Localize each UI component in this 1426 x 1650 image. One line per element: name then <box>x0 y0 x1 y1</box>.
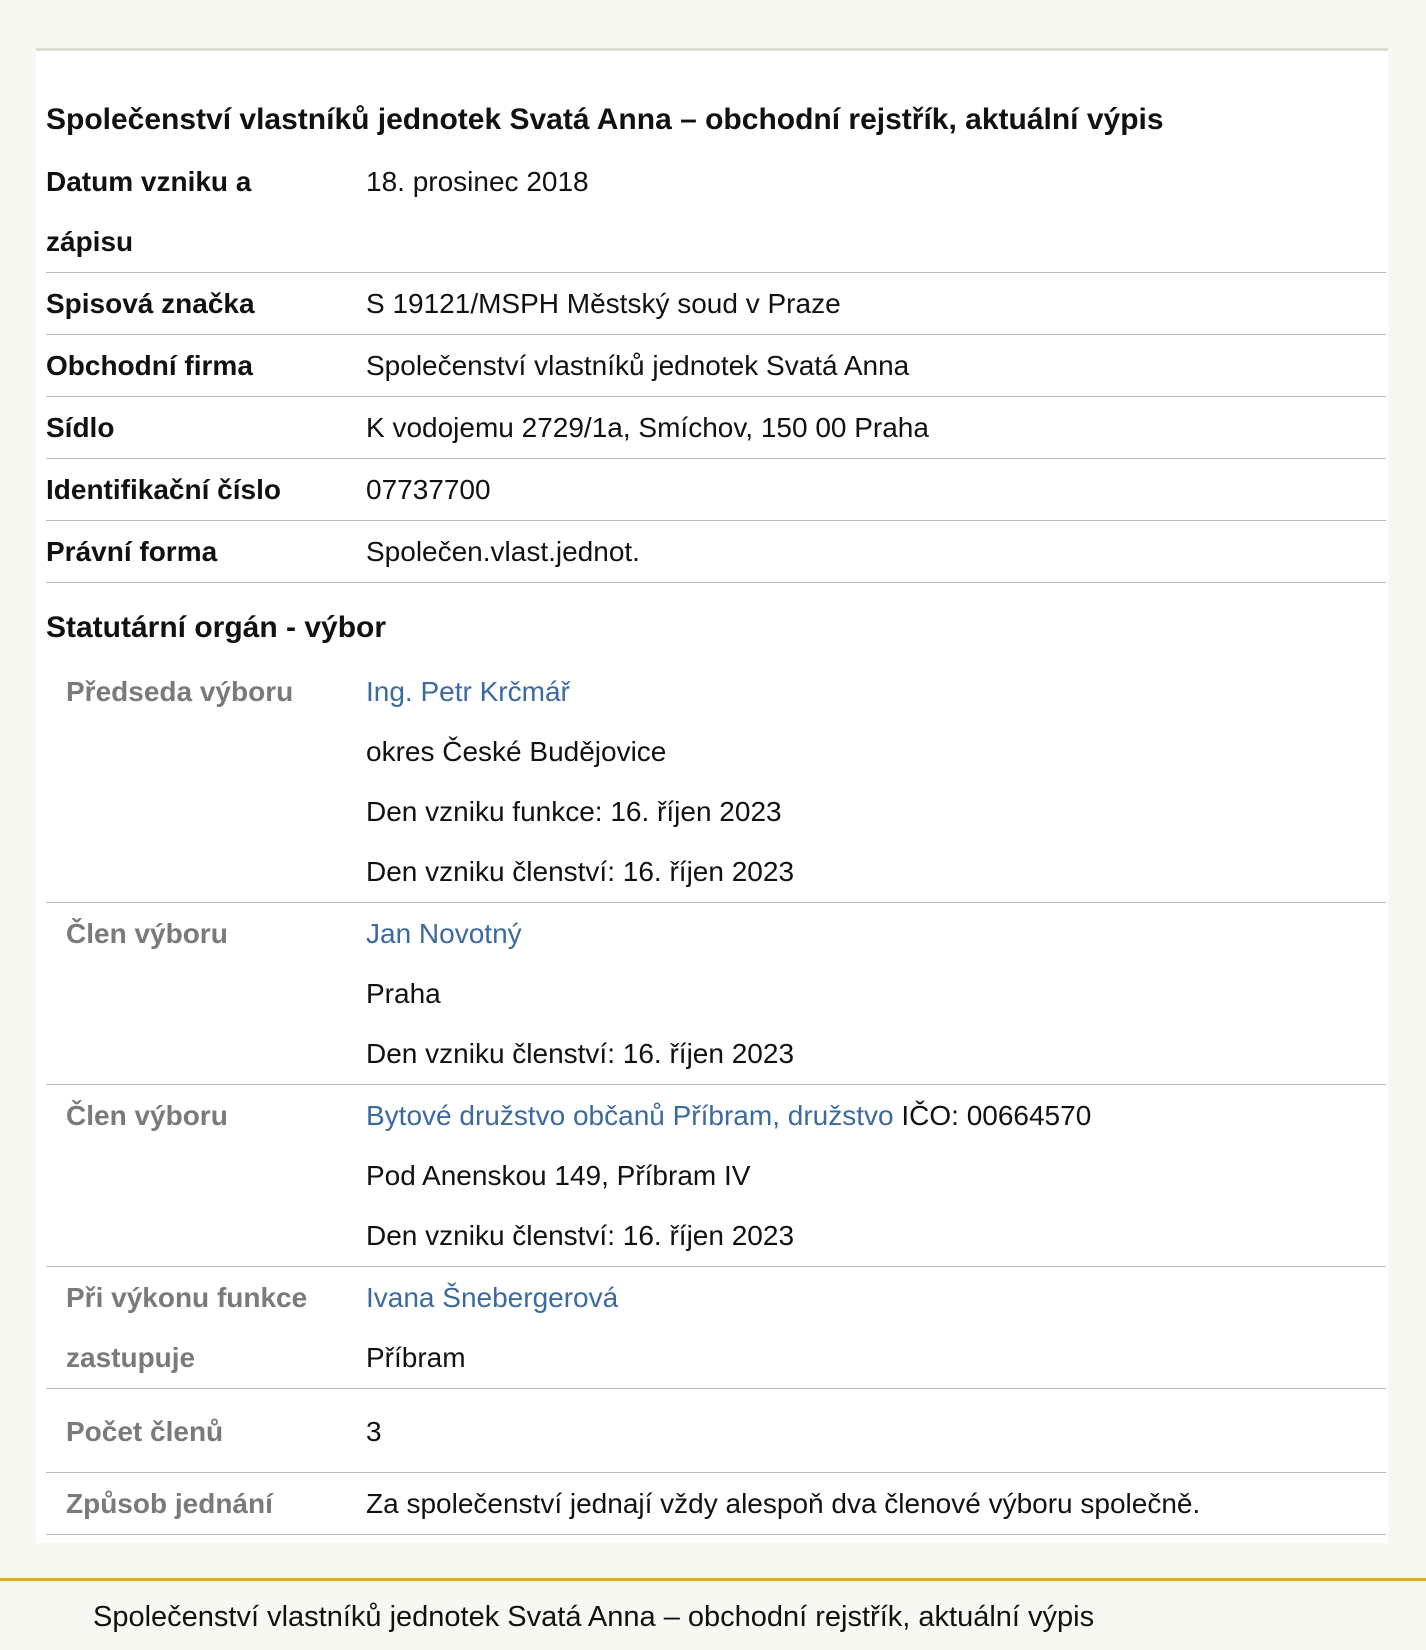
row-label: Právní forma <box>46 536 218 567</box>
member-details <box>366 1268 1376 1388</box>
member-membership-start: Den vzniku členství: 16. říjen 2023 <box>366 856 795 887</box>
row-identification-number <box>46 460 1386 521</box>
row-registered-office <box>46 398 1386 459</box>
member-row-member-1 <box>46 904 1386 1085</box>
value-text: 07737700 <box>366 474 491 505</box>
row-legal-form <box>46 522 1386 583</box>
member-details <box>366 904 1376 1084</box>
member-location: Příbram <box>366 1342 466 1373</box>
row-value <box>366 460 1376 520</box>
member-count-value-container <box>366 1402 1376 1462</box>
conduct-value: Za společenství jednají vždy alespoň dva členové výboru společně. <box>366 1488 1201 1519</box>
value-text: K vodojemu 2729/1a, Smíchov, 150 00 Praha <box>366 412 929 443</box>
member-membership-start: Den vzniku členství: 16. říjen 2023 <box>366 1220 795 1251</box>
row-member-count <box>46 1392 1386 1473</box>
row-conduct <box>46 1474 1386 1535</box>
row-label: Sídlo <box>46 412 115 443</box>
member-name-container <box>366 904 1376 964</box>
member-name-link[interactable]: Jan Novotný <box>366 918 522 949</box>
value-text: Společenství vlastníků jednotek Svatá Anna <box>366 350 910 381</box>
member-role: Předseda výboru <box>66 676 294 707</box>
row-label: Obchodní firma <box>46 350 253 381</box>
member-location: Pod Anenskou 149, Příbram IV <box>366 1160 751 1191</box>
row-value <box>366 274 1376 334</box>
row-business-name <box>46 336 1386 397</box>
row-value <box>366 522 1376 582</box>
member-details <box>366 1086 1376 1266</box>
section-title-statutory-body: Statutární orgán - výbor <box>46 611 387 644</box>
row-label: Identifikační číslo <box>46 474 281 505</box>
member-count-label: Počet členů <box>66 1416 224 1447</box>
conduct-value-container <box>366 1474 1376 1534</box>
row-label: Spisová značka <box>46 288 255 319</box>
row-value <box>366 336 1376 396</box>
member-ico: IČO: 00664570 <box>901 1100 1092 1131</box>
member-role: Člen výboru <box>66 918 228 949</box>
value-text: S 19121/MSPH Městský soud v Praze <box>366 288 841 319</box>
member-location: Praha <box>366 978 441 1009</box>
member-row-member-2 <box>46 1086 1386 1267</box>
value-text: Společen.vlast.jednot. <box>366 536 640 567</box>
member-row-representative <box>46 1268 1386 1389</box>
row-date-of-registration <box>46 152 1386 273</box>
footer-divider <box>0 1578 1426 1581</box>
member-role: Člen výboru <box>66 1100 228 1131</box>
page-title: Společenství vlastníků jednotek Svatá Anna – obchodní rejstřík, aktuální výpis <box>46 103 1164 136</box>
value-text: 18. prosinec 2018 <box>366 166 589 197</box>
member-location: okres České Budějovice <box>366 736 667 767</box>
member-row-chairman <box>46 662 1386 903</box>
member-name-link[interactable]: Ivana Šnebergerová <box>366 1282 619 1313</box>
member-name-container <box>366 1086 1376 1146</box>
row-file-number <box>46 274 1386 335</box>
row-value <box>366 398 1376 458</box>
member-count-value: 3 <box>366 1416 382 1447</box>
member-function-start: Den vzniku funkce: 16. říjen 2023 <box>366 796 782 827</box>
member-name-link[interactable]: Ing. Petr Krčmář <box>366 676 570 707</box>
member-membership-start: Den vzniku členství: 16. říjen 2023 <box>366 1038 795 1069</box>
conduct-label: Způsob jednání <box>66 1488 273 1519</box>
footer-title: Společenství vlastníků jednotek Svatá Anna – obchodní rejstřík, aktuální výpis <box>93 1601 1095 1633</box>
member-details <box>366 662 1376 902</box>
member-name-container <box>366 1268 1376 1328</box>
row-value <box>366 152 1376 212</box>
row-label: Datum vzniku a zápisu <box>46 166 252 257</box>
member-role: Při výkonu funkce zastupuje <box>66 1282 308 1373</box>
member-name-link[interactable]: Bytové družstvo občanů Příbram, družstvo <box>366 1100 894 1131</box>
member-name-container <box>366 662 1376 722</box>
